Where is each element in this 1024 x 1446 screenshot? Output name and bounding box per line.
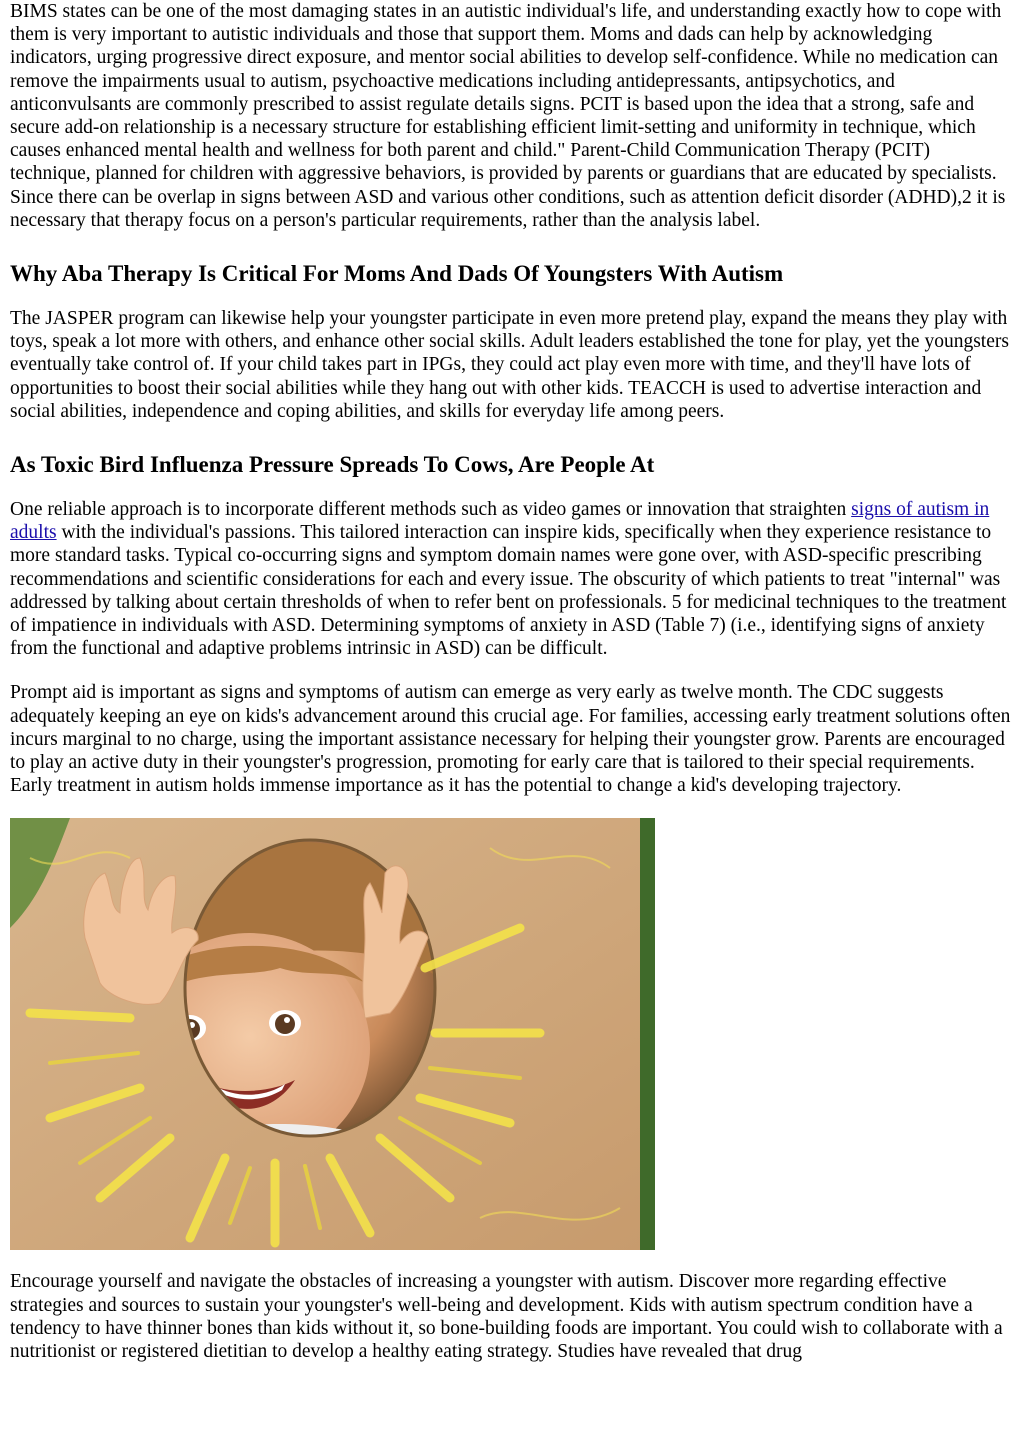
paragraph-prompt-aid: Prompt aid is important as signs and symptoms of autism can emerge as very early as twelve month. The CDC suggests adequately keeping an eye on kids's advancement around this crucial age. For families, accessing early treatment solutions often incurs marginal to no charge, using the important assistance necessary for helping their youngster grow. Parents are encouraged to play an active duty in their youngster's progression, promoting for early care that is tailored to their special requirements. Early treatment in autism holds immense importance as it has the potential to change a kid's developing trajectory.	[10, 682, 1011, 797]
paragraph-text-before-link: One reliable approach is to incorporate different methods such as video games or innovation that straighten	[10, 499, 852, 521]
paragraph-reliable-approach	[10, 498, 1014, 660]
child-cardboard-photo	[10, 818, 655, 1250]
section-heading-aba-therapy: Why Aba Therapy Is Critical For Moms And Dads Of Youngsters With Autism	[10, 261, 784, 287]
signs-of-autism-link[interactable]: signs of autism in adults	[10, 499, 990, 544]
intro-paragraph: BIMS states can be one of the most damaging states in an autistic individual's life, and understanding exactly how to cope with them is very important to autistic individuals and those that support them. Moms and dads can help by acknowledging indicators, urging progressive direct exposure, and mentor social abilities to develop self-confidence. While no medication can remove the impairments usual to autism, psychoactive medications including antidepressants, antipsychotics, and anticonvulsants are commonly prescribed to assist regulate details signs. PCIT is based upon the idea that a strong, safe and secure add-on relationship is a necessary structure for establishing efficient limit-setting and uniformity in technique, which causes enhanced mental health and wellness for both parent and child." Parent-Child Communication Therapy (PCIT) technique, planned for children with aggressive behaviors, is provided by parents or guardians that are educated by specialists. Since there can be overlap in signs between ASD and various other conditions, such as attention deficit disorder (ADHD),2 it is necessary that therapy focus on a person's particular requirements, rather than the analysis label.	[10, 1, 1006, 231]
paragraph-jasper-program: The JASPER program can likewise help your youngster participate in even more pretend play, expand the means they play with toys, speak a lot more with others, and enhance other social skills. Adult leaders established the tone for play, yet the youngsters eventually take control of. If your child takes part in IPGs, they could act play even more with time, and they'll have lots of opportunities to boost their social abilities while they hang out with other kids. TEACCH is used to advertise interaction and social abilities, independence and coping abilities, and skills for everyday life among peers.	[10, 308, 1009, 422]
section-heading-bird-influenza: As Toxic Bird Influenza Pressure Spreads To Cows, Are People At	[10, 452, 655, 478]
paragraph-text-after-link: with the individual's passions. This tailored interaction can inspire kids, specifically when they experience resistance to more standard tasks. Typical co-occurring signs and symptom domain names were gone over, with ASD-specific prescribing recommendations and scientific considerations for each and every issue. The obscurity of which patients to treat "internal" was addressed by talking about certain thresholds of when to refer bent on professionals. 5 for medicinal techniques to the treatment of impatience in individuals with ASD. Determining symptoms of anxiety in ASD (Table 7) (i.e., identifying signs of anxiety from the functional and adaptive problems intrinsic in ASD) can be difficult.	[10, 522, 1007, 660]
paragraph-encourage-yourself: Encourage yourself and navigate the obstacles of increasing a youngster with autism. Discover more regarding effective strategies and sources to sustain your youngster's well-being and development. Kids with autism spectrum condition have a tendency to have thinner bones than kids without it, so bone-building foods are important. You could wish to collaborate with a nutritionist or registered dietitian to develop a healthy eating strategy. Studies have revealed that drug	[10, 1271, 1003, 1363]
